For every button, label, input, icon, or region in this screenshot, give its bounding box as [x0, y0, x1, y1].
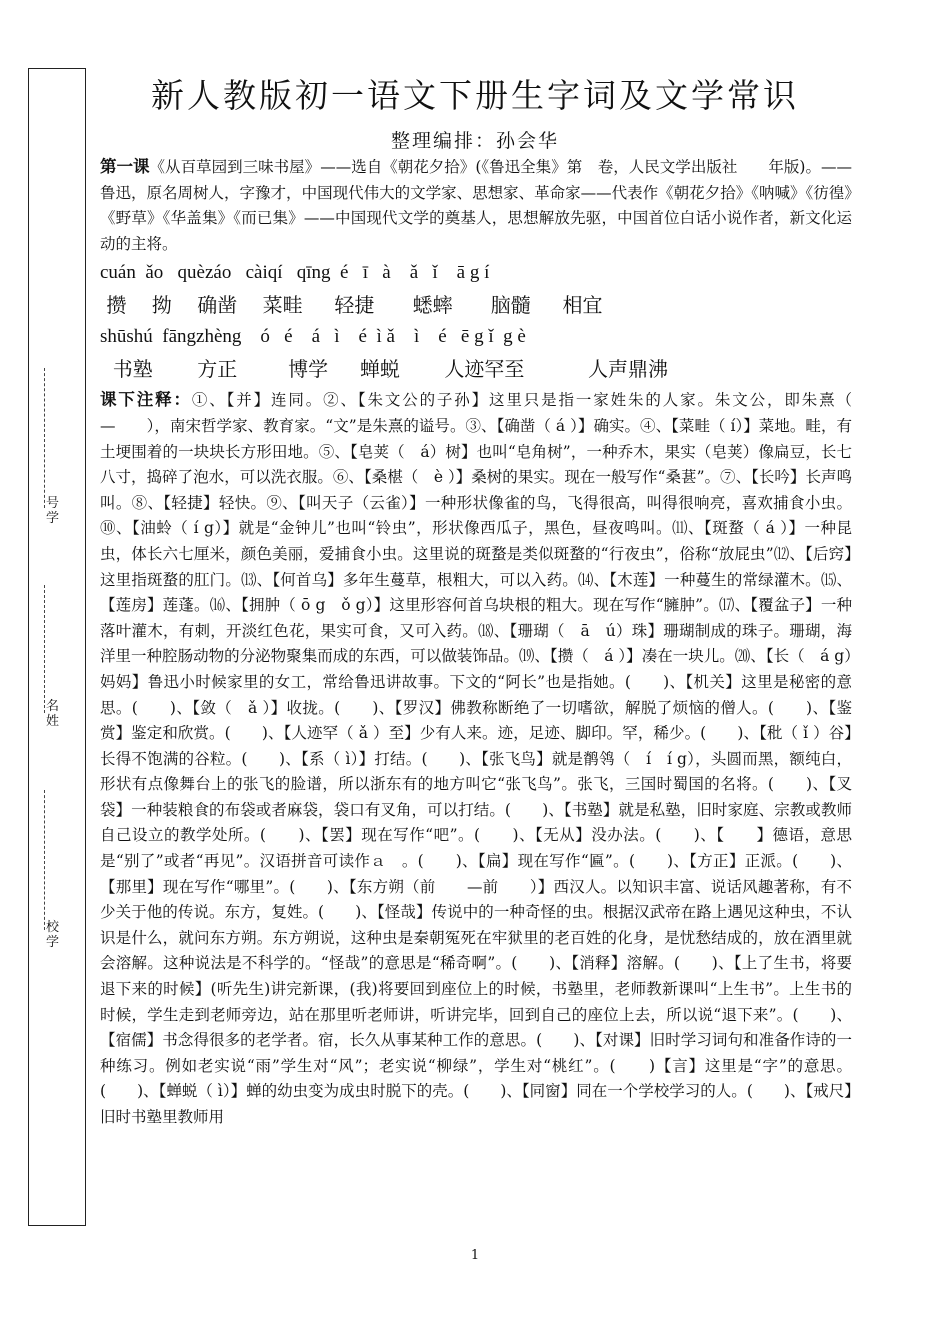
lesson-heading: 第一课 — [100, 157, 150, 176]
name-field — [38, 585, 72, 729]
main-content — [100, 154, 884, 1131]
student-number-field — [38, 368, 72, 526]
pinyin-row-2: shūshú fāngzhèng ó é á ì é ì ǎ ì é ē g ǐ g è — [100, 326, 526, 348]
dashed-line — [44, 585, 47, 713]
lesson-intro — [100, 154, 852, 257]
vocab-row-1: 攒 拗 确凿 菜畦 轻捷 蟋蟀 脑髓 相宜 — [100, 293, 603, 318]
vocab-row-2: 书塾 方正 博学 蝉蜕 人迹罕至 人声鼎沸 — [100, 357, 668, 382]
lesson-body: 《从百草园到三味书屋》——选自《朝花夕拾》(《鲁迅全集》第 卷，人民文学出版社 年版)。——鲁迅，原名周树人，字豫才，中国现代伟大的文学家、思想家、革命家——代表作《朝花夕拾》《呐喊》《彷徨》《野草》《华盖集》《而已集》——中国现代文学的奠基人，思想解放先驱，中国首位白话小说作者，新文化运动的主将。 — [100, 158, 852, 253]
dashed-line — [44, 790, 47, 930]
student-number-label: 号学 — [46, 496, 60, 526]
school-field — [38, 790, 72, 950]
name-label: 名姓 — [46, 699, 60, 729]
notes-heading: 课下注释： — [100, 390, 192, 410]
pinyin-row-1: cuán ǎo quèzáo càiqí qīng é ī à ǎ ǐ ā g í — [100, 262, 490, 284]
dashed-line — [44, 368, 47, 508]
school-label: 校学 — [46, 920, 60, 950]
author-line: 整理编排：孙会华 — [390, 130, 559, 152]
notes-text: ①、【并】连同。②、【朱文公的子孙】这里只是指一家姓朱的人家。朱文公，即朱熹（ — ），南宋哲学家、教育家。“文”是朱熹的谥号。③、【确凿（ á ）】确实。④、【菜畦（ í）】菜地。畦，有土埂围着的一块块长方形田地。⑤、【皂荚（ á）树】也叫“皂角树”，一种乔木，果实（皂荚）像扁豆，长七八寸，捣碎了泡水，可以洗衣服。⑥、【桑椹（ è ）】桑树的果实。现在一般写作“桑葚”。⑦、【长吟】长声鸣叫。⑧、【轻捷】轻快。⑨、【叫天子（云雀）】一种形状像雀的鸟，飞得很高，叫得很响亮，喜欢捕食小虫。⑩、【油蛉（ í g）】就是“金钟儿”也叫“铃虫”，形状像西瓜子，黑色，昼夜鸣叫。⑾、【斑蝥（ á ）】一种昆虫，体长六七厘米，颜色美丽，爱捕食小虫。这里说的斑蝥是类似斑蝥的“行夜虫”，俗称“放屁虫”⑿、【后窍】这里指斑蝥的肛门。⒀、【何首乌】多年生蔓草，根粗大，可以入药。⒁、【木莲】一种蔓生的常绿灌木。⒂、【莲房】莲蓬。⒃、【拥肿（ ō g ǒ g）】这里形容何首乌块根的粗大。现在写作“臃肿”。⒄、【覆盆子】一种落叶灌木，有刺，开淡红色花，果实可食，又可入药。⒅、【珊瑚（ ā ú）珠】珊瑚制成的珠子。珊瑚，海洋里一种腔肠动物的分泌物聚集而成的东西，可以做装饰品。⒆、【攒（ á ）】凑在一块儿。⒇、【长（ á g）妈妈】鲁迅小时候家里的女工，常给鲁迅讲故事。下文的“阿长”也是指她。( )、【机关】这里是秘密的意思。( )、【敛（ ǎ ）】收拢。( )、【罗汉】佛教称断绝了一切嗜欲，解脱了烦恼的僧人。( )、【鉴赏】鉴定和欣赏。( )、【人迹罕（ ǎ ）至】少有人来。迹，足迹、脚印。罕，稀少。( )、【秕（ ǐ ）谷】长得不饱满的谷粒。( )、【系（ ì）】打结。( )、【张飞鸟】就是鹡鸰（ í í g），头圆而黑，额纯白，形状有点像舞台上的张飞的脸谱，所以浙东有的地方叫它“张飞鸟”。张飞，三国时蜀国的名将。( )、【叉袋】一种装粮食的布袋或者麻袋，袋口有叉角，可以打结。( )、【书塾】就是私塾，旧时家庭、宗教或教师自己设立的教学处所。( )、【罢】现在写作“吧”。( )、【无从】没办法。( )、【 】德语，意思是“别了”或者“再见”。汉语拼音可读作ａ 。( )、【扁】现在写作“匾”。( )、【方正】正派。( )、【那里】现在写作“哪里”。( )、【东方朔（前 —前 ）】西汉人。以知识丰富、说话风趣著称，有不少关于他的传说。东方，复姓。( )、【怪哉】传说中的一种奇怪的虫。根据汉武帝在路上遇见这种虫，不认识是什么，就问东方朔。东方朔说，这种虫是秦朝冤死在牢狱里的老百姓的化身，是忧愁结成的，放在酒里就会溶解。这种说法是不科学的。“怪哉”的意思是“稀奇啊”。( )、【消释】溶解。( )、【上了生书，将要退下来的时候】(听先生)讲完新课，(我)将要回到座位上的时候，书塾里，老师教新课叫“上生书”。上生书的时候，学生走到老师旁边，站在那里听老师讲，听讲完毕，回到自己的座位上去，所以说“退下来”。( )、【宿儒】书念得很多的老学者。宿，长久从事某种工作的意思。( )、【对课】旧时学习词句和准备作诗的一种练习。例如老实说“雨”学生对“风”；老实说“柳绿”，学生对“桃红”。( )【言】这里是“字”的意思。( )、【蝉蜕（ ì）】蝉的幼虫变为成虫时脱下的壳。( )、【同窗】同在一个学校学习的人。( )、【戒尺】旧时书塾里教师用 — [100, 391, 884, 1126]
page-number: 1 — [470, 1248, 480, 1263]
page-title: 新人教版初一语文下册生字词及文学常识 — [151, 76, 799, 115]
notes-paragraph — [100, 387, 884, 1130]
